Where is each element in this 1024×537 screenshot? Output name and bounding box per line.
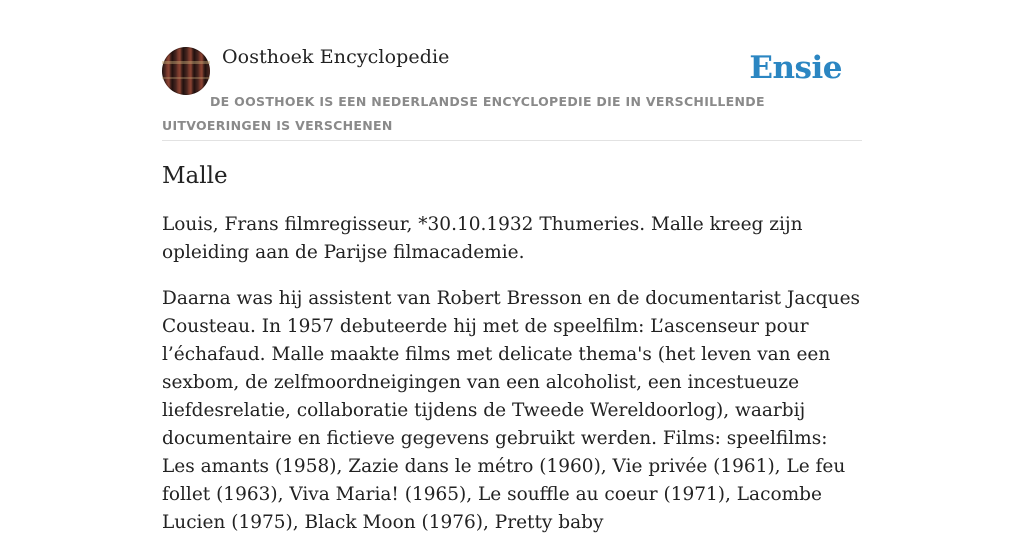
site-name[interactable]: Oosthoek Encyclopedie: [222, 46, 450, 68]
encyclopedia-books-avatar[interactable]: [162, 47, 210, 95]
ensie-logo-link[interactable]: Ensie: [749, 50, 842, 86]
content-container: [162, 0, 862, 537]
article-title: Malle: [162, 163, 228, 189]
site-header: [162, 0, 862, 141]
article: [162, 163, 862, 537]
article-paragraph-2: Daarna was hij assistent van Robert Bresson en de documentarist Jacques Cousteau. In 1957 debuteerde hij met de speelfilm: L’ascenseur pour l’échafaud. Malle maakte films met delicate thema's (het leven van een sexbom, de zelfmoordneigingen van een alcoholist, een incestueuze liefdesrelatie, collaboratie tijdens de Tweede Wereldoorlog), waarbij documentaire en fictieve gegevens gebruikt werden. Films: speelfilms: Les amants (1958), Zazie dans le métro (1960), Vie privée (1961), Le feu follet (1963), Viva Maria! (1965), Le souffle au coeur (1971), Lacombe Lucien (1975), Black Moon (1976), Pretty baby: [162, 288, 861, 533]
article-paragraph-1: Louis, Frans filmregisseur, *30.10.1932 Thumeries. Malle kreeg zijn opleiding aan de Parijse filmacademie.: [162, 214, 803, 263]
site-tagline: DE OOSTHOEK IS EEN NEDERLANDSE ENCYCLOPEDIE DIE IN VERSCHILLENDE UITVOERINGEN IS VERSCHENEN: [162, 94, 765, 133]
